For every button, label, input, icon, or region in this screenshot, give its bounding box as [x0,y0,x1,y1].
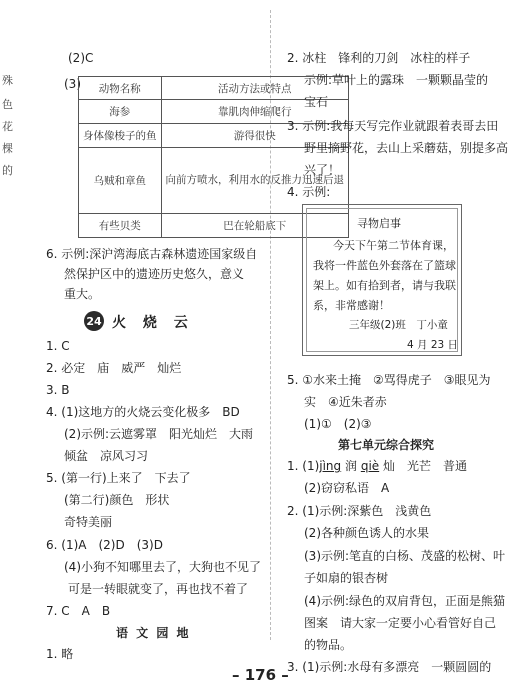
answer-line: 子如扇的银杏树 [304,571,389,585]
answer-line: (2)示例:云遮雾罩 阳光灿烂 大雨 [64,427,254,441]
answer-line: 3. 示例:我每天写完作业就跟着表哥去田 [287,119,499,133]
notice-title: 寻物启事 [357,217,401,230]
table-cell: 有些贝类 [79,214,162,238]
answer-line: 2. 必定 庙 威严 灿烂 [46,361,182,375]
lost-item-notice [302,204,462,356]
table-cell: 靠肌肉伸缩爬行 [161,100,349,124]
table-cell: 海参 [79,100,162,124]
answer-text: 润 [344,459,357,473]
notice-body-line: 系，非常感谢！ [313,299,390,312]
table-cell: 游得很快 [161,124,349,148]
answer-line: 倾盆 凉风习习 [64,449,149,463]
pinyin-answer: qiè [360,459,380,473]
answer-q2: (2)C [68,51,94,65]
table-cell: 巴在轮船底下 [161,214,349,238]
answer-line: (3)示例:笔直的白杨、茂盛的松树、叶 [304,549,506,563]
answer-line: 兴了！ [304,163,341,177]
answer-line: 图案 请大家一定要小心看管好自己 [304,616,497,630]
answer-line: 宝石 [304,95,329,109]
answer-line: 2. 冰柱 锋利的刀剑 冰柱的样子 [287,51,471,65]
answer-line: 3. B [46,383,70,397]
answer-line: (1)① (2)③ [304,417,372,431]
answer-line: 3. (1)示例:水母有多漂亮 一颗圆圆的 [287,660,492,674]
notice-body-line: 架上。如有拾到者，请与我联 [313,279,456,292]
answer-line: 4. 示例: [287,185,331,199]
answer-q6-line: 重大。 [64,287,101,301]
answer-line: 5. (第一行)上来了 下去了 [46,471,191,485]
answer-line: 1. 略 [46,647,74,661]
edge-char: 殊 [2,74,13,87]
table-cell: 身体像梭子的鱼 [79,124,162,148]
answer-line: 2. (1)示例:深紫色 浅黄色 [287,504,432,518]
answer-q6-line: 6. 示例:深沪湾海底古森林遗迹国家级自 [46,247,258,261]
table-cell: 乌贼和章鱼 [79,148,162,214]
answer-line: (2)窃窃私语 A [304,481,390,495]
page-number: – 176 – [232,666,289,684]
edge-char: 棵 [2,142,13,155]
answer-q3-label: (3) [64,77,81,91]
edge-char: 花 [2,120,13,133]
lesson-title: 火 烧 云 [112,315,194,331]
table-cell: 向前方喷水，利用水的反推力迅速后退 [161,148,349,214]
section-title: 语 文 园 地 [116,626,191,640]
answer-line: 的物品。 [304,638,353,652]
answer-line: 7. C A B [46,604,111,618]
answer-text: 1. (1) [287,459,320,473]
edge-char: 的 [2,164,13,177]
answer-line: 1. C [46,339,70,353]
edge-char: 色 [2,98,13,111]
answer-line: 6. (1)A (2)D (3)D [46,538,163,552]
answer-line: 奇特美丽 [64,515,113,529]
unit-title: 第七单元综合探究 [338,438,435,452]
answer-line: 野里摘野花，去山上采蘑菇，别提多高 [304,141,509,155]
answer-line: (4)小狗不知哪里去了，大狗也不见了 [64,560,261,574]
answer-line: 可是一转眼就变了，再也找不着了 [68,582,249,596]
notice-body-line: 我将一件蓝色外套落在了篮球 [313,259,456,272]
answer-line: 实 ④近朱者赤 [304,395,387,409]
table-header: 动物名称 [79,77,162,100]
answer-line: 5. ①水来土掩 ②骂得虎子 ③眼见为 [287,373,491,387]
answer-line: 示例:草叶上的露珠 一颗颗晶莹的 [304,73,489,87]
answer-line: 4. (1)这地方的火烧云变化极多 BD [46,405,240,419]
answer-line: (4)示例:绿色的双肩背包，正面是熊猫 [304,594,506,608]
pinyin-answer: jìng [319,459,342,473]
unit-answer-q1 [287,458,467,474]
lesson-number-badge: 24 [84,311,104,331]
notice-date: 4 月 23 日 [407,339,459,351]
answer-q6-line: 然保护区中的遗迹历史悠久，意义 [64,267,245,281]
answer-line: (第二行)颜色 形状 [64,493,170,507]
answer-line: (2)各种颜色诱人的水果 [304,526,429,540]
table-header: 活动方法或特点 [161,77,349,100]
answer-text: 灿 光芒 普通 [383,459,468,473]
notice-body-line: 今天下午第二节体育课， [333,239,454,252]
notice-signature: 三年级(2)班 丁小童 [349,319,448,331]
